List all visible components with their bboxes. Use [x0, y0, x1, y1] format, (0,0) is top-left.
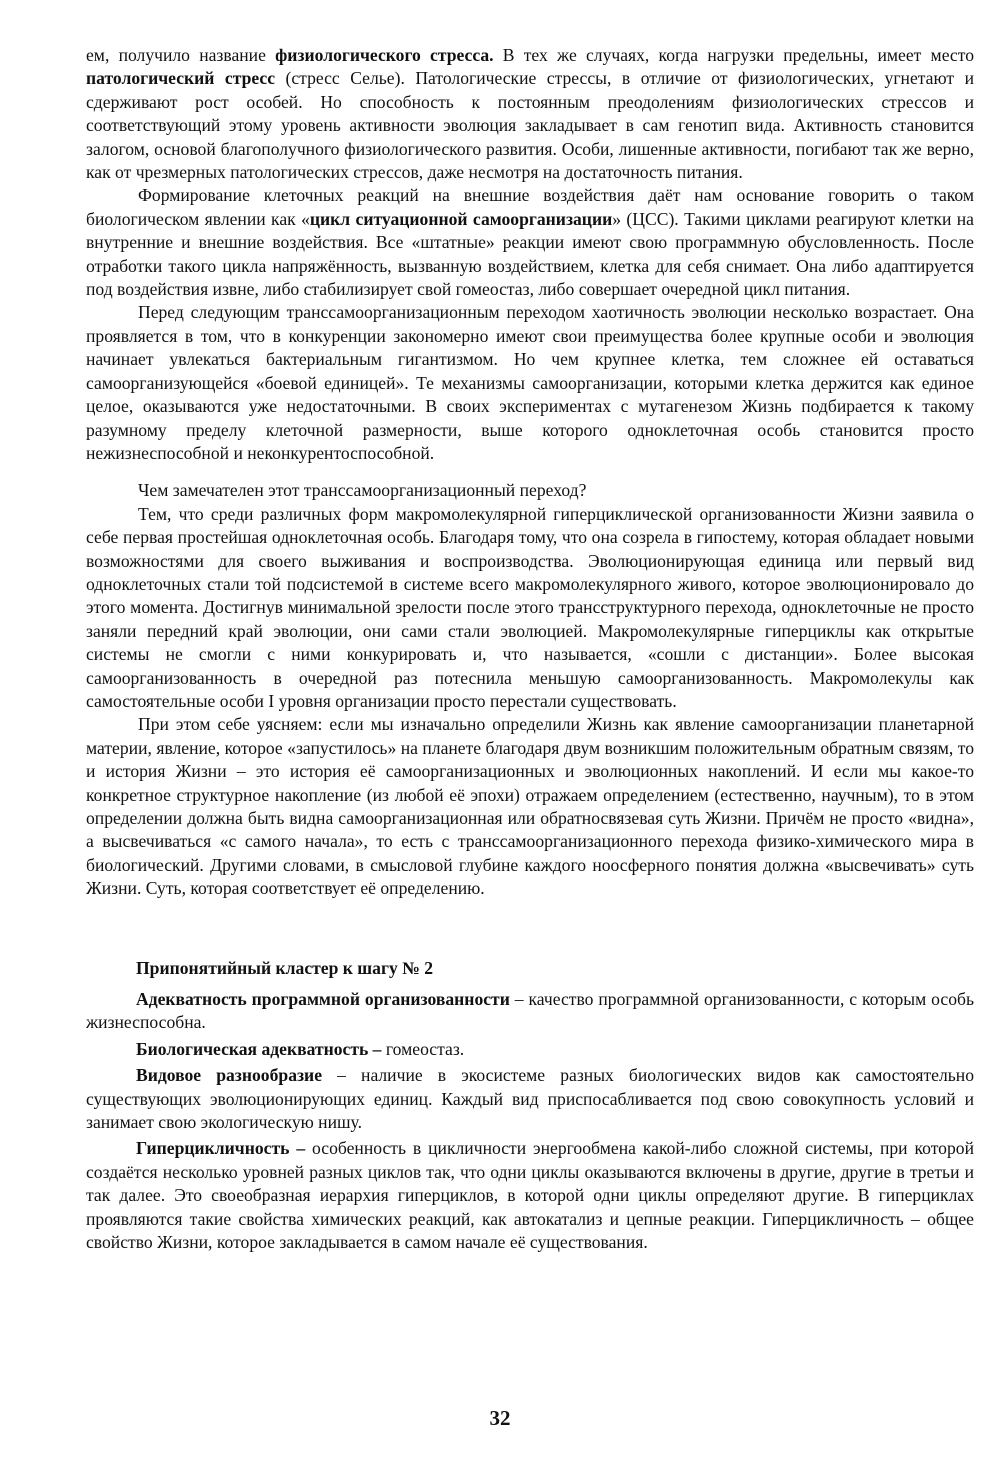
cluster-item — [86, 988, 974, 1035]
cluster-definition: – качество программной организованности, с которым особь жизнеспособна. — [86, 989, 974, 1033]
text-run: ем, получило название — [86, 45, 276, 65]
paragraph-stress — [86, 44, 974, 184]
cluster-definition: – наличие в экосистеме разных биологических видов как самостоятельно существующих эволюционирующих единиц. Каждый вид приспосабливается под свою совокупность условий и занимает свою экологическую нишу. — [86, 1065, 974, 1133]
cluster-term: Видовое разнообразие — [136, 1065, 323, 1086]
text-run: В тех же случаях, когда нагрузки предельны, имеет место — [493, 45, 974, 65]
text-run: » (ЦСС). Такими циклами реагируют клетки на внутренние и внешние воздействия. Все «штатные» реакции имеют свою программную обусловленность. После отработки такого цикла напряжённость, вызванную воздействием, клетка для себя снимает. Она либо адаптируется под воздействия извне, либо стабилизирует свой гомеостаз, либо совершает очередной цикл питания. — [86, 208, 974, 300]
cluster-definition: особенность в цикличности энергообмена какой-либо сложной системы, при которой создаётся несколько уровней разных циклов так, что одни циклы оказываются включены в другие, другие в третьи и так далее. Это своеобразная иерархия гиперциклов, в которой одни циклы определяют другие. В гиперциклах проявляются такие свойства химических реакций, как автокатализ и цепные реакции. Гиперцикличность – общее свойство Жизни, которое закладывается в самом начале её существования. — [86, 1138, 974, 1253]
cluster-term: Гиперцикличность – — [136, 1138, 306, 1159]
text-run: Формирование клеточных реакций на внешние воздействия даёт нам основание говорить о таком биологическом явлении как « — [86, 185, 974, 229]
term-physiological-stress: физиологического стресса. — [275, 45, 494, 65]
cluster-title: Припонятийный кластер к шагу № 2 — [136, 957, 434, 978]
cluster-term: Адекватность программной организованности — [136, 989, 510, 1010]
page-number: 32 — [489, 1406, 511, 1430]
paragraph-gigantism: Перед следующим транссамоорганизационным переходом хаотичность эволюции несколько возрастает. Она проявляется в том, что в конкуренции закономерно имеют свои преимущества более крупные особи и эволюция начинает увлекаться бактериальным гигантизмом. Но чем крупнее клетка, тем сложнее ей оставаться самоорганизующейся «боевой единицей». Те механизмы самоорганизации, которыми клетка держится как единое целое, оказываются уже недостаточными. В своих экспериментах с мутагенезом Жизнь подбирается к такому разумному пределу клеточной размерности, выше которого одноклеточная особь становится просто нежизнеспособной и неконкурентоспособной. — [86, 302, 974, 463]
paragraph-css-cycle — [86, 184, 974, 301]
cluster-item — [86, 1038, 974, 1061]
term-situational-cycle: цикл ситуационной самоорганизации — [309, 208, 613, 229]
text-run: (стресс Селье). Патологические стрессы, в отличие от физиологических, угнетают и сдерживают рост особей. Но способность к постоянным преодолениям физиологических стрессов и соответствующий этому уровень активности эволюция закладывает в сам генотип вида. Активность становится залогом, основой благополучного физиологического развития. Особи, лишенные активности, погибают так же верно, как от чрезмерных патологических стрессов, даже несмотря на достаточность питания. — [86, 68, 974, 183]
concept-cluster — [86, 957, 974, 1255]
cluster-definition: гомеостаз. — [381, 1038, 465, 1059]
paragraph-life-definition: При этом себе уясняем: если мы изначально определили Жизнь как явление самоорганизации планетарной материи, явление, которое «запустилось» на планете благодаря двум возникшим положительным обратным связям, то и история Жизни – это история её самоорганизационных и эволюционных накоплений. И если мы какое-то конкретное структурное накопление (из любой её эпохи) отражаем определением (естественно, научным), то в этом определении должна быть видна самоорганизационная или обратносвязевая суть Жизни. Причём не просто «видна», а высвечиваться «с самого начала», то есть с транссамоорганизационного перехода физико-химического мира в биологический. Другими словами, в смысловой глубине каждого ноосферного понятия должна «высвечивать» суть Жизни. Суть, которая соответствует её определению. — [86, 714, 974, 899]
paragraph-question: Чем замечателен этот транссамоорганизационный переход? — [138, 480, 587, 501]
cluster-term: Биологическая адекватность – — [136, 1038, 382, 1059]
page-body — [86, 44, 974, 1258]
cluster-item — [86, 1064, 974, 1134]
cluster-item — [86, 1137, 974, 1254]
paragraph-unicellular: Тем, что среди различных форм макромолекулярной гиперциклической организованности Жизни заявила о себе первая простейшая одноклеточная особь. Благодаря тому, что она созрела в гипостему, которая обладает новыми возможностями для своего выживания и воспроизводства. Эволюционирующая единица или первый вид одноклеточных стали той подсистемой в системе всего макромолекулярного живого, которое эволюционировало до этого момента. Достигнув минимальной зрелости после этого трансструктурного перехода, одноклеточные не просто заняли передний край эволюции, они сами стали эволюцией. Макромолекулярные гиперциклы как открытые системы не смогли с ними конкурировать и, что называется, «сошли с дистанции». Более высокая самоорганизованность в очередной раз потеснила меньшую самоорганизованность. Макромолекулы как самостоятельные особи I уровня организации просто перестали существовать. — [86, 503, 974, 711]
term-pathological-stress: патологический стресс — [86, 68, 275, 89]
